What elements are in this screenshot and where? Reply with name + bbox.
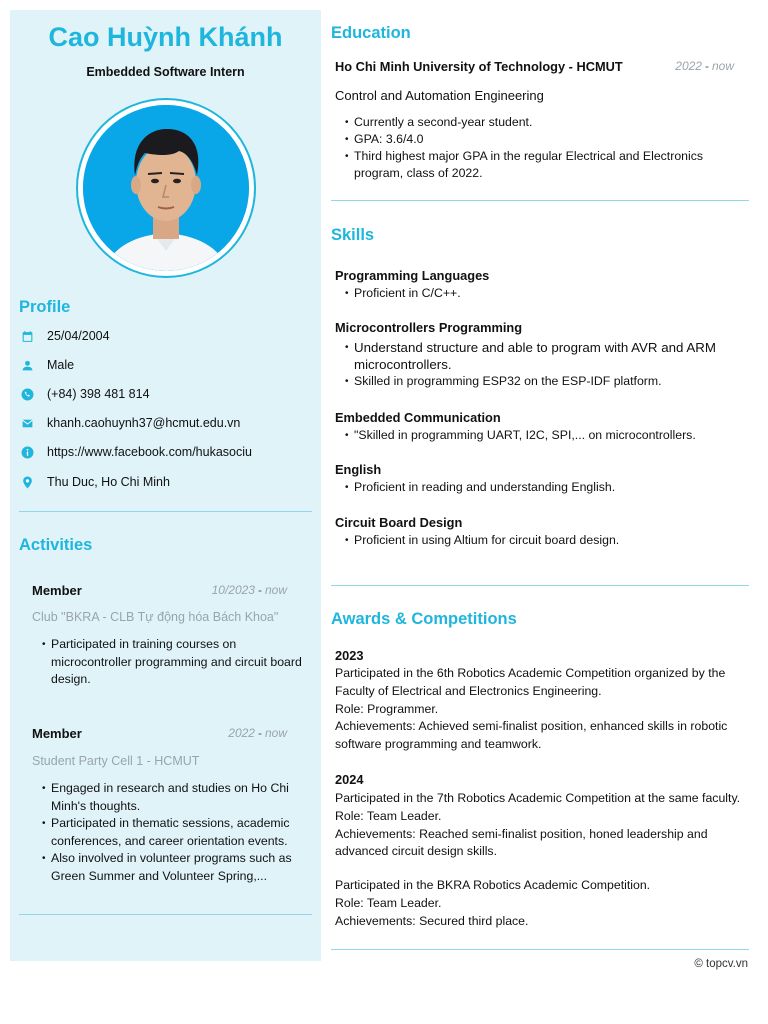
list-item: • Engaged in research and studies on Ho Chi Minh's thoughts. <box>43 780 305 815</box>
skill-group-title: Programming Languages <box>335 268 490 283</box>
birthday-text: 25/04/2004 <box>47 329 110 343</box>
activity-role: Member <box>32 726 82 741</box>
award-line: Participated in the 7th Robotics Academic Competition at the same faculty. <box>335 791 741 805</box>
education-date: 2022 - now <box>675 59 734 73</box>
list-item: • Also involved in volunteer programs such as Green Summer and Volunteer Spring,... <box>43 850 305 885</box>
list-item: • Skilled in programming ESP32 on the ESP-IDF platform. <box>346 373 726 390</box>
award-description <box>335 877 745 930</box>
profile-address <box>19 473 170 491</box>
skill-group-title: Microcontrollers Programming <box>335 320 523 335</box>
profile-website <box>19 443 252 461</box>
skills-heading: Skills <box>331 226 375 244</box>
skill-bullets <box>346 285 726 302</box>
avatar <box>76 98 256 278</box>
location-icon <box>19 474 35 490</box>
phone-text: (+84) 398 481 814 <box>47 387 150 401</box>
award-line: Role: Team Leader. <box>335 808 442 823</box>
list-item: • "Skilled in programming UART, I2C, SPI,... on microcontrollers. <box>346 427 726 444</box>
award-line: Achievements: Achieved semi-finalist position, enhanced skills in robotic software programming and teamwork. <box>335 719 728 752</box>
profile-heading: Profile <box>19 298 71 316</box>
profile-phone <box>19 385 150 403</box>
skill-group-title: Embedded Communication <box>335 410 501 425</box>
activity-bullets <box>43 636 305 689</box>
gender-text: Male <box>47 358 75 372</box>
award-year: 2023 <box>335 648 364 663</box>
phone-icon <box>19 386 35 402</box>
award-line: Participated in the 6th Robotics Academic Competition organized by the Faculty of Electrical and Electronics Engineering. <box>335 666 726 698</box>
calendar-icon <box>19 328 35 344</box>
education-end: now <box>711 59 734 73</box>
list-item: • Participated in thematic sessions, academic conferences, and career orientation events. <box>43 815 305 850</box>
activity-date: 2022 - now <box>228 726 287 740</box>
profile-divider <box>19 511 312 512</box>
awards-heading: Awards & Competitions <box>331 610 517 628</box>
candidate-name: Cao Huỳnh Khánh <box>48 22 283 52</box>
sidebar <box>10 10 321 961</box>
activity-org: Student Party Cell 1 - HCMUT <box>32 754 200 768</box>
profile-gender <box>19 356 74 374</box>
skill-bullets <box>346 427 726 444</box>
activity-role: Member <box>32 583 82 598</box>
profile-birthday <box>19 327 110 345</box>
address-text: Thu Duc, Ho Chi Minh <box>47 475 170 489</box>
education-school: Ho Chi Minh University of Technology - HCMUT <box>335 59 623 74</box>
website-text[interactable]: https://www.facebook.com/hukasociu <box>47 445 252 459</box>
portrait-illustration <box>83 105 249 271</box>
avatar-photo <box>83 105 249 271</box>
activity-end: now <box>264 726 287 740</box>
award-line: Role: Team Leader. <box>335 895 442 910</box>
list-item: • Proficient in C/C++. <box>346 285 726 302</box>
award-line: Achievements: Secured third place. <box>335 913 529 928</box>
education-bullets <box>346 114 726 182</box>
skill-bullets <box>346 339 726 390</box>
education-start: 2022 <box>675 59 702 73</box>
awards-divider <box>331 949 749 950</box>
list-item: • Third highest major GPA in the regular Electrical and Electronics program, class of 2022. <box>346 148 726 182</box>
skill-group-title: English <box>335 462 382 477</box>
email-icon <box>19 415 35 431</box>
activity-start: 10/2023 <box>211 583 255 597</box>
footer-credit: © topcv.vn <box>694 958 748 970</box>
list-item: • Proficient in using Altium for circuit board design. <box>346 532 726 549</box>
email-text[interactable]: khanh.caohuynh37@hcmut.edu.vn <box>47 416 241 430</box>
info-icon <box>19 444 35 460</box>
person-icon <box>19 357 35 373</box>
award-description <box>335 790 745 861</box>
activities-divider <box>19 914 312 915</box>
skill-bullets <box>346 479 726 496</box>
activities-heading: Activities <box>19 536 93 554</box>
list-item: • GPA: 3.6/4.0 <box>346 131 726 148</box>
skill-bullets <box>346 532 726 549</box>
activity-bullets <box>43 780 305 885</box>
skill-group-title: Circuit Board Design <box>335 515 463 530</box>
education-heading: Education <box>331 24 411 42</box>
education-divider <box>331 200 749 201</box>
activity-org: Club "BKRA - CLB Tự động hóa Bách Khoa" <box>32 610 279 624</box>
award-line: Role: Programmer. <box>335 701 439 716</box>
education-major: Control and Automation Engineering <box>335 88 544 103</box>
list-item: • Participated in training courses on microcontroller programming and circuit board design. <box>43 636 305 689</box>
award-year: 2024 <box>335 772 364 787</box>
award-description <box>335 665 745 754</box>
candidate-role: Embedded Software Intern <box>86 65 245 79</box>
skills-divider <box>331 585 749 586</box>
list-item: • Understand structure and able to program with AVR and ARM microcontrollers. <box>346 339 726 373</box>
award-line: Participated in the BKRA Robotics Academic Competition. <box>335 878 651 892</box>
list-item: • Proficient in reading and understanding English. <box>346 479 726 496</box>
list-item: • Currently a second-year student. <box>346 114 726 131</box>
award-line: Achievements: Reached semi-finalist position, honed leadership and advanced circuit design skills. <box>335 826 708 859</box>
activity-end: now <box>264 583 287 597</box>
activity-start: 2022 <box>228 726 255 740</box>
activity-date: 10/2023 - now <box>211 583 287 597</box>
profile-email <box>19 414 240 432</box>
